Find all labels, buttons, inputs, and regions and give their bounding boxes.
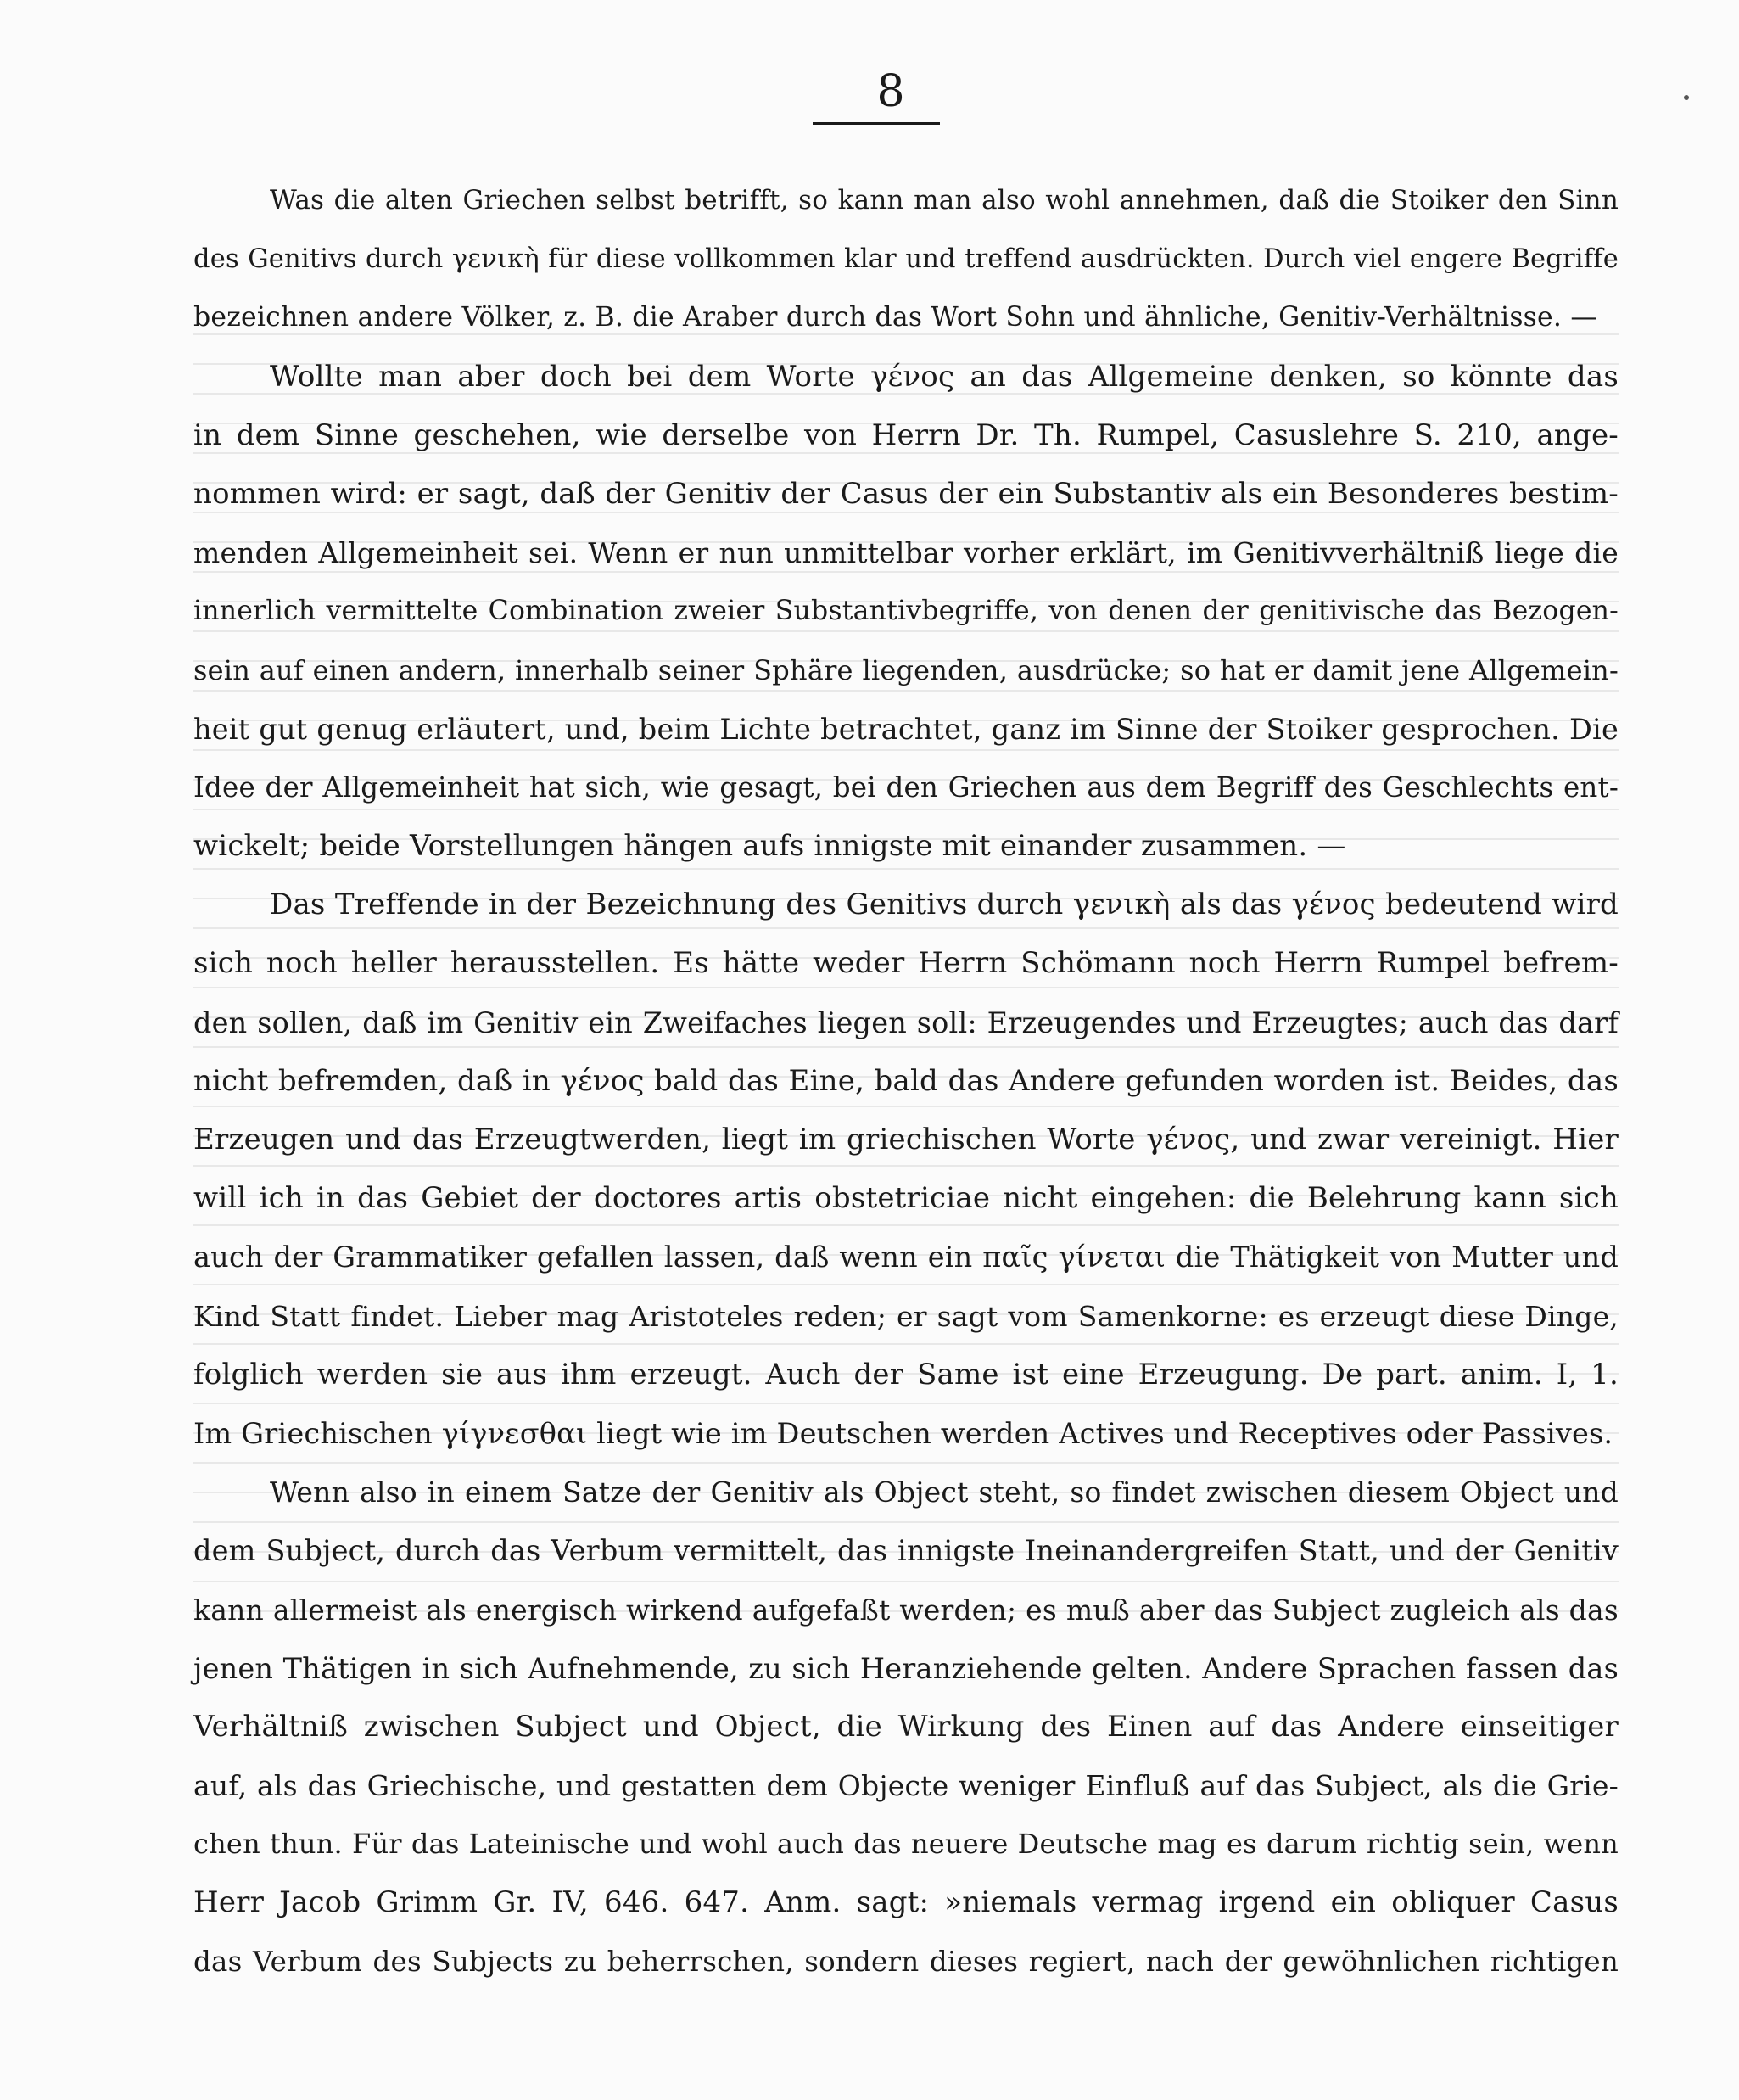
text-line: folglich werden sie aus ihm erzeugt. Auch der Same ist eine Erzeugung. De part. anim. I, 1. [193, 1357, 1619, 1392]
text-line: auch der Grammatiker gefallen lassen, daß wenn ein παῖς γίνεται die Thätigkeit von Mutter und [193, 1240, 1619, 1274]
header-rule [813, 122, 940, 125]
text-line: dem Subject, durch das Verbum vermittelt, das innigste Ineinandergreifen Statt, und der Genitiv [193, 1534, 1619, 1568]
text-line: bezeichnen andere Völker, z. B. die Araber durch das Wort Sohn und ähnliche, Genitiv-Verhältnisse. — [193, 302, 1598, 333]
page-header [806, 66, 976, 117]
text-line: will ich in das Gebiet der doctores artis obstetriciae nicht eingehen: die Belehrung kann sich [193, 1181, 1619, 1216]
text-line: nicht befremden, daß in γένος bald das Eine, bald das Andere gefunden worden ist. Beides, das [193, 1063, 1619, 1098]
text-line: Im Griechischen γίγνεσθαι liegt wie im Deutschen werden Actives und Receptives oder Passives. [193, 1416, 1613, 1450]
text-line: auf, als das Griechische, und gestatten dem Objecte weniger Einfluß auf das Subject, als die Grie- [193, 1769, 1619, 1803]
text-line: heit gut genug erläutert, und, beim Lichte betrachtet, ganz im Sinne der Stoiker gesprochen. Die [193, 712, 1619, 746]
text-line: chen thun. Für das Lateinische und wohl auch das neuere Deutsche mag es darum richtig sein, wenn [193, 1828, 1619, 1861]
text-line: sich noch heller herausstellen. Es hätte weder Herrn Schömann noch Herrn Rumpel befrem- [193, 946, 1619, 981]
text-line: in dem Sinne geschehen, wie derselbe von Herrn Dr. Th. Rumpel, Casuslehre S. 210, ange- [193, 417, 1619, 452]
text-line: Wollte man aber doch bei dem Worte γένος an das Allgemeine denken, so könnte das [270, 359, 1619, 394]
paper-speck [1684, 95, 1689, 100]
text-line: den sollen, daß im Genitiv ein Zweifaches liegen soll: Erzeugendes und Erzeugtes; auch das darf [193, 1005, 1619, 1039]
text-line: Verhältniß zwischen Subject und Object, die Wirkung des Einen auf das Andere einseitiger [193, 1709, 1619, 1744]
text-line: kann allermeist als energisch wirkend aufgefaßt werden; es muß aber das Subject zugleich als das [193, 1593, 1619, 1627]
text-line: Wenn also in einem Satze der Genitiv als Object steht, so findet zwischen diesem Object und [270, 1476, 1619, 1509]
body-text [193, 171, 1619, 1991]
text-line: Herr Jacob Grimm Gr. IV, 646. 647. Anm. sagt: »niemals vermag irgend ein obliquer Casus [193, 1885, 1619, 1920]
text-line: Kind Statt findet. Lieber mag Aristoteles reden; er sagt vom Samenkorne: es erzeugt diese Dinge, [193, 1299, 1619, 1333]
text-line: Idee der Allgemeinheit hat sich, wie gesagt, bei den Griechen aus dem Begriff des Geschlechts ent- [193, 770, 1619, 804]
text-line: nommen wird: er sagt, daß der Genitiv der Casus der ein Substantiv als ein Besonderes bestim- [193, 476, 1619, 511]
text-line: wickelt; beide Vorstellungen hängen aufs innigste mit einander zusammen. — [193, 829, 1346, 864]
text-line: des Genitivs durch γενικὴ für diese vollkommen klar und treffend ausdrückten. Durch viel engere Begriffe [193, 244, 1619, 275]
text-line: menden Allgemeinheit sei. Wenn er nun unmittelbar vorher erklärt, im Genitivverhältniß liege die [193, 536, 1619, 570]
text-line: sein auf einen andern, innerhalb seiner Sphäre liegenden, ausdrücke; so hat er damit jene Allgemein- [193, 653, 1619, 686]
text-line: innerlich vermittelte Combination zweier Substantivbegriffe, von denen der genitivische das Bezogen- [193, 596, 1619, 627]
page-number: 8 [876, 66, 905, 117]
text-line: das Verbum des Subjects zu beherrschen, sondern dieses regiert, nach der gewöhnlichen richtigen [193, 1945, 1619, 1978]
text-line: Das Treffende in der Bezeichnung des Genitivs durch γενικὴ als das γένος bedeutend wird [270, 888, 1619, 922]
text-line: jenen Thätigen in sich Aufnehmende, zu sich Heranziehende gelten. Andere Sprachen fassen das [193, 1651, 1619, 1685]
text-line: Erzeugen und das Erzeugtwerden, liegt im griechischen Worte γένος, und zwar vereinigt. Hier [193, 1123, 1619, 1156]
text-line: Was die alten Griechen selbst betrifft, so kann man also wohl annehmen, daß die Stoiker den Sinn [270, 185, 1619, 216]
